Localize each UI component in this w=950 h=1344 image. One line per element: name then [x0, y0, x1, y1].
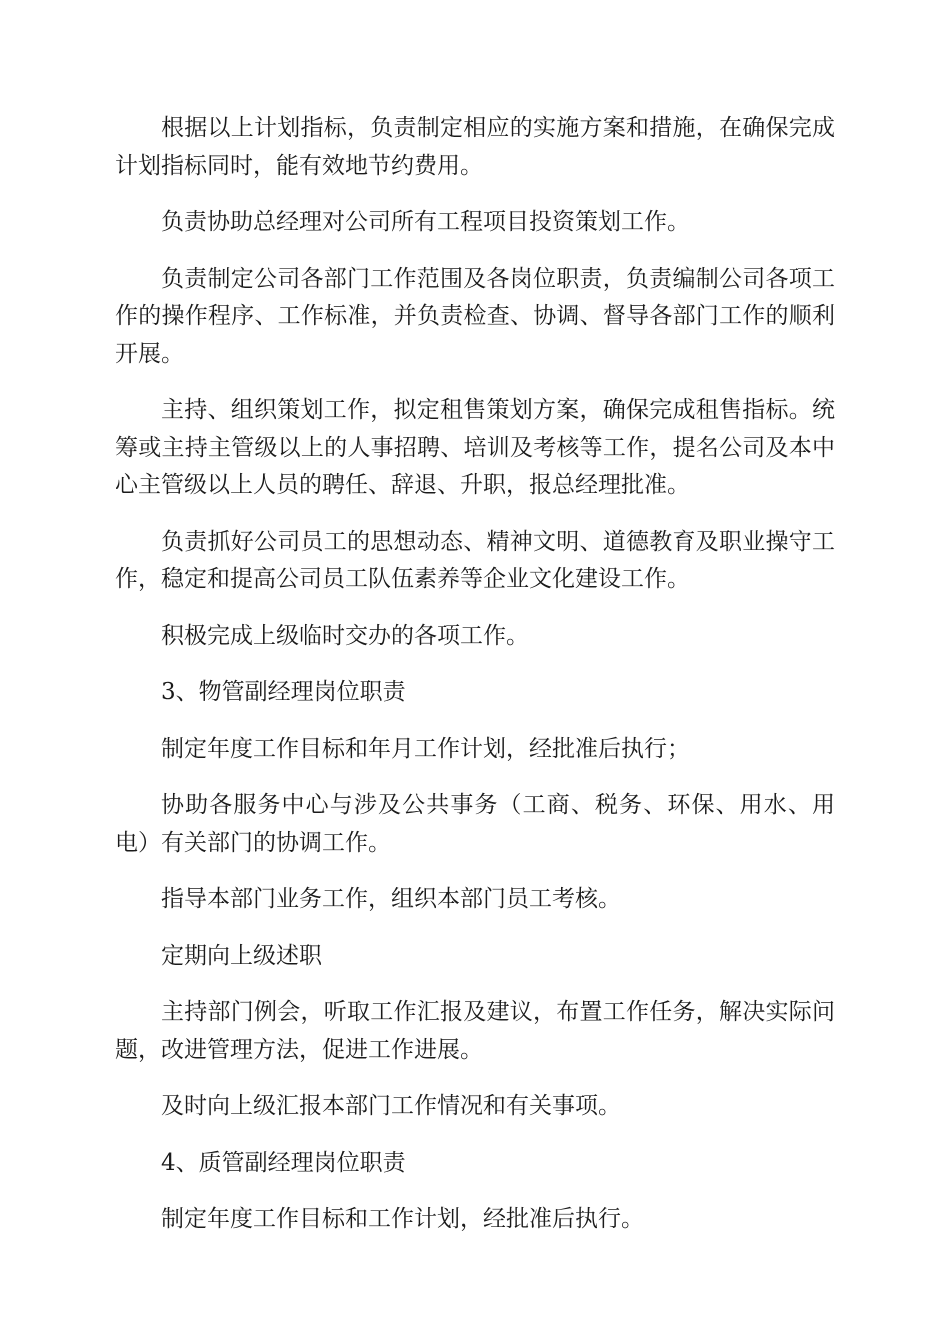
section-heading: 3、物管副经理岗位职责: [161, 679, 406, 705]
paragraph: 积极完成上级临时交办的各项工作。: [161, 622, 529, 649]
paragraph: 根据以上计划指标，负责制定相应的实施方案和措施，在确保完成计划指标同时，能有效地节约费用。: [115, 115, 835, 179]
paragraph: 主持、组织策划工作，拟定租售策划方案，确保完成租售指标。统筹或主持主管级以上的人事招聘、培训及考核等工作，提名公司及本中心主管级以上人员的聘任、辞退、升职，报总经理批准。: [115, 397, 835, 498]
paragraph: 制定年度工作目标和年月工作计划，经批准后执行；: [161, 735, 690, 762]
paragraph: 负责制定公司各部门工作范围及各岗位职责，负责编制公司各项工作的操作程序、工作标准，并负责检查、协调、督导各部门工作的顺利开展。: [115, 265, 835, 367]
paragraph: 协助各服务中心与涉及公共事务（工商、税务、环保、用水、用电）有关部门的协调工作。: [115, 792, 835, 856]
paragraph: 制定年度工作目标和工作计划，经批准后执行。: [161, 1206, 644, 1232]
paragraph: 主持部门例会，听取工作汇报及建议，布置工作任务，解决实际问题，改进管理方法，促进工作进展。: [115, 999, 835, 1063]
paragraph: 及时向上级汇报本部门工作情况和有关事项。: [161, 1093, 621, 1119]
paragraph: 定期向上级述职: [161, 942, 322, 969]
section-heading: 4、质管副经理岗位职责: [161, 1149, 406, 1176]
paragraph: 负责抓好公司员工的思想动态、精神文明、道德教育及职业操守工作，稳定和提高公司员工队伍素养等企业文化建设工作。: [115, 528, 835, 592]
paragraph: 指导本部门业务工作，组织本部门员工考核。: [161, 886, 621, 912]
paragraph: 负责协助总经理对公司所有工程项目投资策划工作。: [161, 209, 690, 235]
document-body: [115, 110, 835, 1258]
